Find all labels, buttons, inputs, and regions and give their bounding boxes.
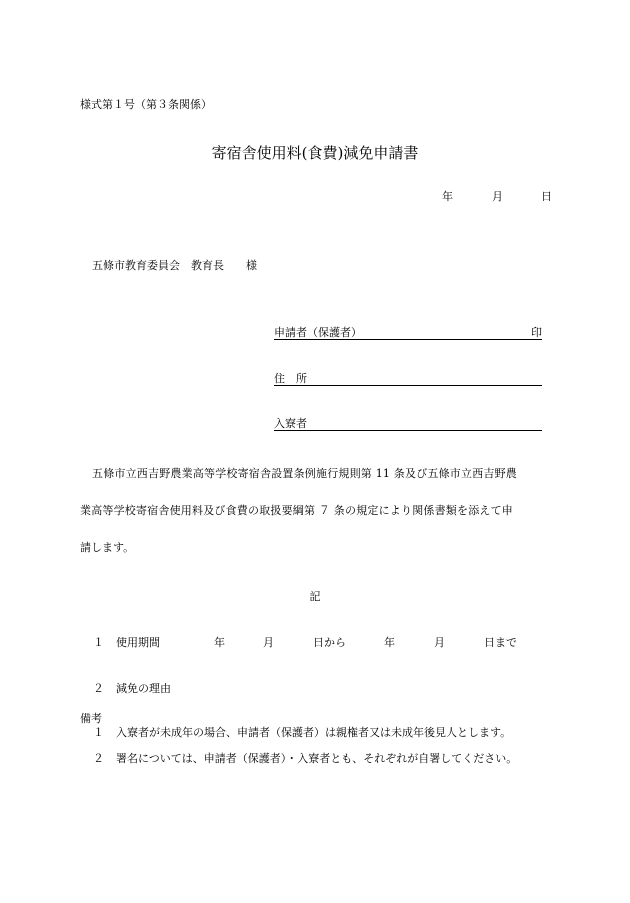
item1-year2: 年 xyxy=(384,636,395,649)
item1-from: 日から xyxy=(313,636,346,649)
item1-until: 日まで xyxy=(484,636,517,649)
item1-month1: 月 xyxy=(263,636,274,649)
seal-mark: 印 xyxy=(531,326,542,339)
document-title: 寄宿舎使用料(食費)減免申請書 xyxy=(211,144,419,162)
note2-text: 署名については、申請者（保護者）・入寮者とも、それぞれが自署してください。 xyxy=(116,752,518,765)
resident-line xyxy=(274,418,542,431)
address-line xyxy=(274,373,542,386)
item2-number: ２ xyxy=(93,682,104,695)
applicant-label: 申請者（保護者） xyxy=(274,326,362,339)
notes-heading: 備考 xyxy=(80,712,102,725)
addressee: 五條市教育委員会 教育長 様 xyxy=(92,259,257,272)
date-month: 月 xyxy=(492,190,503,203)
form-number: 様式第１号（第３条関係） xyxy=(80,98,212,111)
ki-heading: 記 xyxy=(309,590,321,603)
item1-label: 使用期間 xyxy=(116,636,160,649)
note1-number: １ xyxy=(93,726,104,739)
address-label: 住 所 xyxy=(274,372,307,385)
item1-month2: 月 xyxy=(434,636,445,649)
date-day: 日 xyxy=(541,190,552,203)
date-year: 年 xyxy=(442,190,453,203)
body-line-3: 請します。 xyxy=(80,541,135,554)
resident-label: 入寮者 xyxy=(274,417,307,430)
item1-number: １ xyxy=(93,636,104,649)
item1-year1: 年 xyxy=(214,636,225,649)
note1-text: 入寮者が未成年の場合、申請者（保護者）は親権者又は未成年後見人とします。 xyxy=(116,726,512,739)
body-line-2: 業高等学校寄宿舎使用料及び食費の取扱要綱第 ７ 条の規定により関係書類を添えて申 xyxy=(80,504,513,517)
body-line-1: 五條市立西吉野農業高等学校寄宿舎設置条例施行規則第 11 条及び五條市立西吉野農 xyxy=(92,467,517,480)
item2-label: 減免の理由 xyxy=(116,682,171,695)
note2-number: ２ xyxy=(93,752,104,765)
